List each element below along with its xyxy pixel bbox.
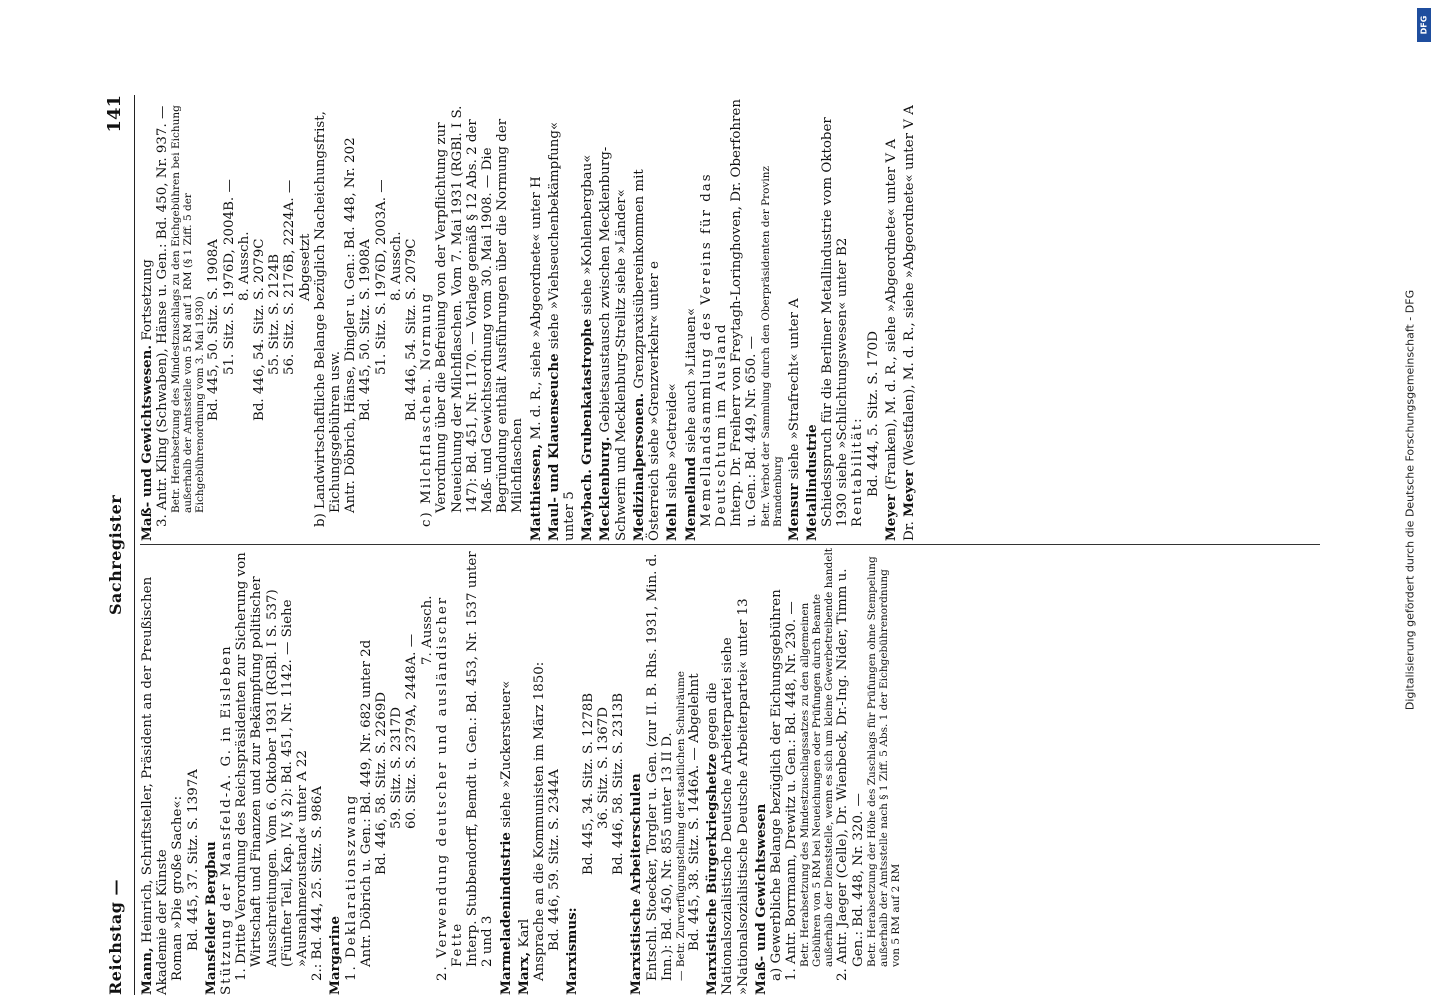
- entry-refs: [358, 95, 419, 541]
- entry-antr: Antr. Döbrich u. Gen.: Bd. 449, Nr. 682 unter 2d: [358, 639, 374, 967]
- entry-note: Betr. Herabsetzung der Höhe des Zuschlags für Prüfungen ohne Stempelung außerhalb der Amtsstelle nach § 1 Ziff. 5 Abs. 1 der Eichgebührenordnung von 5 RM auf 2 RM: [865, 556, 902, 967]
- entry-prefix: Dr.: [901, 521, 917, 541]
- entry-item: 2. Verwendung deutscher und ausländischer Fette: [434, 595, 466, 981]
- entry-head: Marxismus:: [564, 907, 581, 995]
- entry-refs: [374, 547, 435, 995]
- entry-text: siehe »Kohlenbergbau«: [580, 154, 596, 315]
- entry-ref: Bd. 445, 37. Sitz. S. 1397A: [185, 769, 201, 951]
- entry-refs: [581, 547, 627, 995]
- entry-head: Memelland: [682, 457, 699, 541]
- entry-item: 1. Dritte Verordnung des Reichspräsidenten zur Sicherung von Wirtschaft und Finanzen und zur Bekämpfung politischer Ausschreitungen. Vom 6. Oktober 1931 (RGBl. I S. 537) (Fünfter Teil, Kap. IV, § 2): Bd. 451, Nr. 1142. — Siehe »Ausnahmezustand« unter A 22: [234, 552, 311, 981]
- digitization-note: [1403, 289, 1424, 711]
- entry-head: Meyer: [882, 494, 899, 541]
- running-head: [100, 95, 135, 995]
- entry-note: Betr. Verbot der Sammlung durch den Oberpräsidenten der Provinz Brandenburg: [759, 165, 784, 527]
- entry-item: a) Gewerbliche Belange bezüglich der Eichungsgebühren: [768, 589, 784, 981]
- entry-head: Medizinalpersonen.: [630, 392, 647, 541]
- entry-metallindustrie: [805, 95, 881, 541]
- entry-head: Meyer: [900, 470, 917, 517]
- entry-text: siehe »Zuckersteuer«: [498, 680, 514, 828]
- entry-item: 1. Antr. Borrmann, Drewitz u. Gen.: Bd. 448, Nr. 230. —: [784, 601, 800, 981]
- entry-ref: Bd. 446, 54. Sitz. S. 2079C: [404, 238, 420, 421]
- entry-note: Betr. Herabsetzung des Mindestzuschlagssatzes zu den allgemeinen Gebühren von 5 RM bei Neueichungen oder Prüfungen durch Beamte außerhalb der Dienststelle, wenn es sich um kleine Gewerbetreibende handelt: [799, 547, 836, 967]
- entry-head: Metallindustrie: [803, 424, 820, 541]
- page-number: 141: [104, 95, 125, 133]
- entry-item: b) Landwirtschaftliche Belange bezüglich Nacheichungsfrist, Eichungsgebühren usw.: [312, 111, 344, 527]
- entry-head: Maß- und Gewichtswesen: [752, 803, 769, 995]
- entry-marxismus: [565, 547, 626, 995]
- entry-mass-gewicht: [754, 547, 902, 995]
- entry-mensur: [787, 95, 802, 541]
- entry-head: Matthiessen,: [527, 443, 544, 541]
- entry-text: M. d. R., siehe »Abgeordnete« unter H: [528, 176, 544, 440]
- entry-item: c) Milchflaschen. Normung: [419, 291, 435, 527]
- entry-maul-klauenseuche: [547, 95, 577, 541]
- dfg-logo-text: DFG: [1419, 15, 1429, 35]
- entry-ref: Abgesetzt: [297, 233, 313, 301]
- entry-ref: Bd. 445, 34. Sitz. S. 1278B: [580, 692, 596, 875]
- entry-ref: 7. Aussch.: [419, 595, 435, 665]
- entry-text: gegen die Nationalsozialistische Deutsche Arbeiterpartei siehe »Nationalsozialistische Deutsche Arbeiterpartei« unter 13: [705, 598, 751, 995]
- entry-line: Memellandsammlung des Vereins für das Deutschtum im Ausland: [698, 172, 729, 527]
- entry-mecklenburg: [598, 95, 628, 541]
- entry-head: Marxistische Arbeiterschulen: [628, 773, 645, 995]
- entry-text: Grenzpraxisübereinkommen mit Österreich siehe »Grenzverkehr« unter e: [631, 169, 663, 541]
- entry-text: siehe auch »Litauen«: [683, 307, 699, 453]
- entry-text: (Westfalen), M. d. R., siehe »Abgeordnete« unter V A: [901, 105, 917, 466]
- entry-ref: Bd. 445, 50. Sitz. S. 1908A: [206, 239, 222, 421]
- entry-sub: Roman »Die große Sache«:: [170, 795, 186, 981]
- entry-ref: Bd. 446, 58. Sitz. S. 2313B: [611, 692, 627, 875]
- entry-ref: 59. Sitz. S. 2317D: [389, 707, 405, 829]
- entry-marx-arbeiterschulen: [629, 547, 702, 995]
- entry-head: Mehl: [664, 502, 681, 541]
- entry-ref: 36. Sitz. S. 1367D: [595, 707, 611, 829]
- entry-note: — Betr. Zurverfügungstellung der staatlichen Schulräume: [674, 671, 687, 981]
- entry-ref: 51. Sitz. S. 1976D, 2003A. —: [373, 179, 389, 375]
- entry-text: Gebietsaustausch zwischen Mecklenburg-Schwerin und Mecklenburg-Strelitz siehe »Länder«: [598, 146, 629, 541]
- entry-interp: Interp. Stubbendorff, Bemdt u. Gen.: Bd. 453, Nr. 1537 unter 2 und 3: [465, 551, 496, 967]
- entry-continued: Fortsetzung: [140, 259, 155, 341]
- entry-subhead: Rentabilität:: [850, 416, 866, 527]
- entry-note: Betr. Herabsetzung des Mindestzuschlags zu den Eichgebühren bei Eichung außerhalb der Amtsstelle von 5 RM auf 1 RM (§ 1 Ziff. 5 der Eichgebührenordnung vom 3. Mai 1930): [170, 105, 207, 513]
- entry-text: siehe »Strafrecht« unter A: [786, 298, 802, 480]
- entry-marx: [517, 547, 563, 995]
- entry-memelland: [684, 95, 784, 541]
- entry-text: Schiedsspruch für die Berliner Metallindustrie vom Oktober 1930 siehe »Schlichtungswesen« unter B2: [819, 117, 851, 527]
- header-center: Sachregister: [106, 494, 125, 615]
- entry-meyer-westfalen: [902, 95, 917, 541]
- entry-ref: Bd. 445, 50. Sitz. S. 1908A: [358, 239, 374, 421]
- entry-head: Maybach.: [579, 469, 596, 541]
- entry-sub: Ansprache an die Kommunisten im März 1850:: [532, 661, 548, 981]
- entry-margarine: [328, 547, 495, 995]
- entry-text: Verordnung über die Befreiung von der Verpflichtung zur Neueichung der Milchflaschen. Vom 7. Mai 1931 (RGBl. I S. 147): Bd. 451, Nr. 1170. — Vorlage gemäß § 12 Abs. 2 der Maß- und Gewichtsordnung vom 30. Mai 1908. — Die Begründung enthält Ausführungen über die Normung der Milchflaschen: [434, 105, 526, 513]
- entry-maybach: [580, 95, 595, 541]
- column-divider: [140, 544, 1320, 545]
- entry-mass-gewicht-cont: [140, 95, 526, 541]
- entry-matthiessen: [529, 95, 544, 541]
- entry-head: Mecklenburg.: [597, 436, 614, 541]
- entry-text: Entschl. Stoecker, Torgler u. Gen. (zur II. B. Rhs. 1931, Min. d. Inn.): Bd. 450, Nr. 855 unter 13 II D.: [644, 553, 675, 981]
- entry-head: Mensur: [785, 483, 802, 541]
- entry-subhead: Grubenkatastrophe: [579, 318, 596, 465]
- entry-ref: 8. Aussch.: [236, 231, 252, 301]
- entry-text: siehe »Getreide«: [665, 383, 681, 499]
- entry-text: siehe »Viehseuchenbekämpfung« unter 5: [546, 121, 578, 541]
- entry-text: Karl: [516, 918, 532, 948]
- dfg-logo: [1417, 8, 1431, 42]
- entry-text: (Franken), M. d. R., siehe »Abgeordnete« unter V A: [883, 138, 899, 491]
- entry-head: Margarine: [327, 916, 344, 995]
- entry-head: Maul- und Klauenseuche: [545, 353, 562, 541]
- entry-head: Marxistische Bürgerkriegshetze: [704, 753, 721, 995]
- entry-ref: 60. Sitz. S. 2379A, 2448A. —: [404, 633, 420, 829]
- entry-head: Maß- und Gewichtswesen.: [139, 344, 155, 541]
- entry-item: 2.: Bd. 444, 25. Sitz. S. 986A: [310, 786, 326, 981]
- entry-head: Marx,: [515, 951, 532, 995]
- entry-meyer-franken: [884, 95, 899, 541]
- entry-head: Mann,: [139, 947, 155, 995]
- entry-item: 2. Antr. Jaeger (Celle), Dr. Wienbeck, Dr.-Ing. Nider, Timm u. Gen.: Bd. 448, Nr. 320. —: [835, 568, 866, 981]
- entry-refs: [206, 95, 312, 541]
- digitization-note-text: Digitalisierung gefördert durch die Deutsche Forschungsgemeinschaft - DFG: [1403, 289, 1417, 711]
- header-left: Reichstag —: [106, 879, 125, 995]
- entry-ref: 51. Sitz. S. 1976D, 2004B. —: [221, 179, 237, 375]
- entry-head: Marmeladenindustrie: [497, 832, 514, 995]
- entry-mehl: [665, 95, 680, 541]
- entry-ref: 56. Sitz. S. 2176B, 2224A. —: [282, 179, 298, 375]
- entry-interp: Interp. Dr. Freiherr von Freytagh-Loringhoven, Dr. Oberfohren u. Gen.: Bd. 449, Nr. 650. —: [729, 99, 760, 527]
- entry-ref: Bd. 444, 5. Sitz. S. 170D: [865, 331, 881, 497]
- index-page: [100, 95, 1330, 995]
- rotated-page: [100, 95, 1330, 995]
- entry-mansfelder: [204, 547, 326, 995]
- entry-item: 3. Antr. Kling (Schwaben), Hänse u. Gen.: Bd. 450, Nr. 937. —: [155, 105, 171, 527]
- entry-medizinal: [632, 95, 662, 541]
- right-column: [140, 95, 1330, 541]
- entry-line: Stützung der Mansfeld-A. G. in Eisleben: [219, 644, 235, 995]
- left-column: [140, 547, 1330, 995]
- entry-text: Heinrich, Schriftsteller, Präsident an der Preußischen Akademie der Künste: [140, 576, 171, 995]
- entry-ref: Bd. 446, 58. Sitz. S. 2269D: [374, 692, 390, 875]
- entry-head: Mansfelder Bergbau: [202, 841, 219, 995]
- entry-ref: 8. Aussch.: [388, 231, 404, 301]
- entry-mann: [140, 547, 201, 995]
- entry-ref: Bd. 446, 59. Sitz. S. 2344A: [547, 769, 563, 951]
- entry-item: 1. Deklarationszwang: [343, 793, 359, 981]
- entry-ref: Bd. 445, 38. Sitz. S. 1446A. — Abgelehnt: [686, 673, 702, 951]
- entry-marmelade: [499, 547, 514, 995]
- entry-ref: Bd. 446, 54. Sitz. S. 2079C: [252, 238, 268, 421]
- entry-marx-buergerkrieg: [705, 547, 751, 995]
- entry-antr: Antr. Döbrich, Hänse, Dingler u. Gen.: Bd. 448, Nr. 202: [343, 137, 359, 513]
- entry-ref: 55. Sitz. S. 2124B: [267, 253, 283, 375]
